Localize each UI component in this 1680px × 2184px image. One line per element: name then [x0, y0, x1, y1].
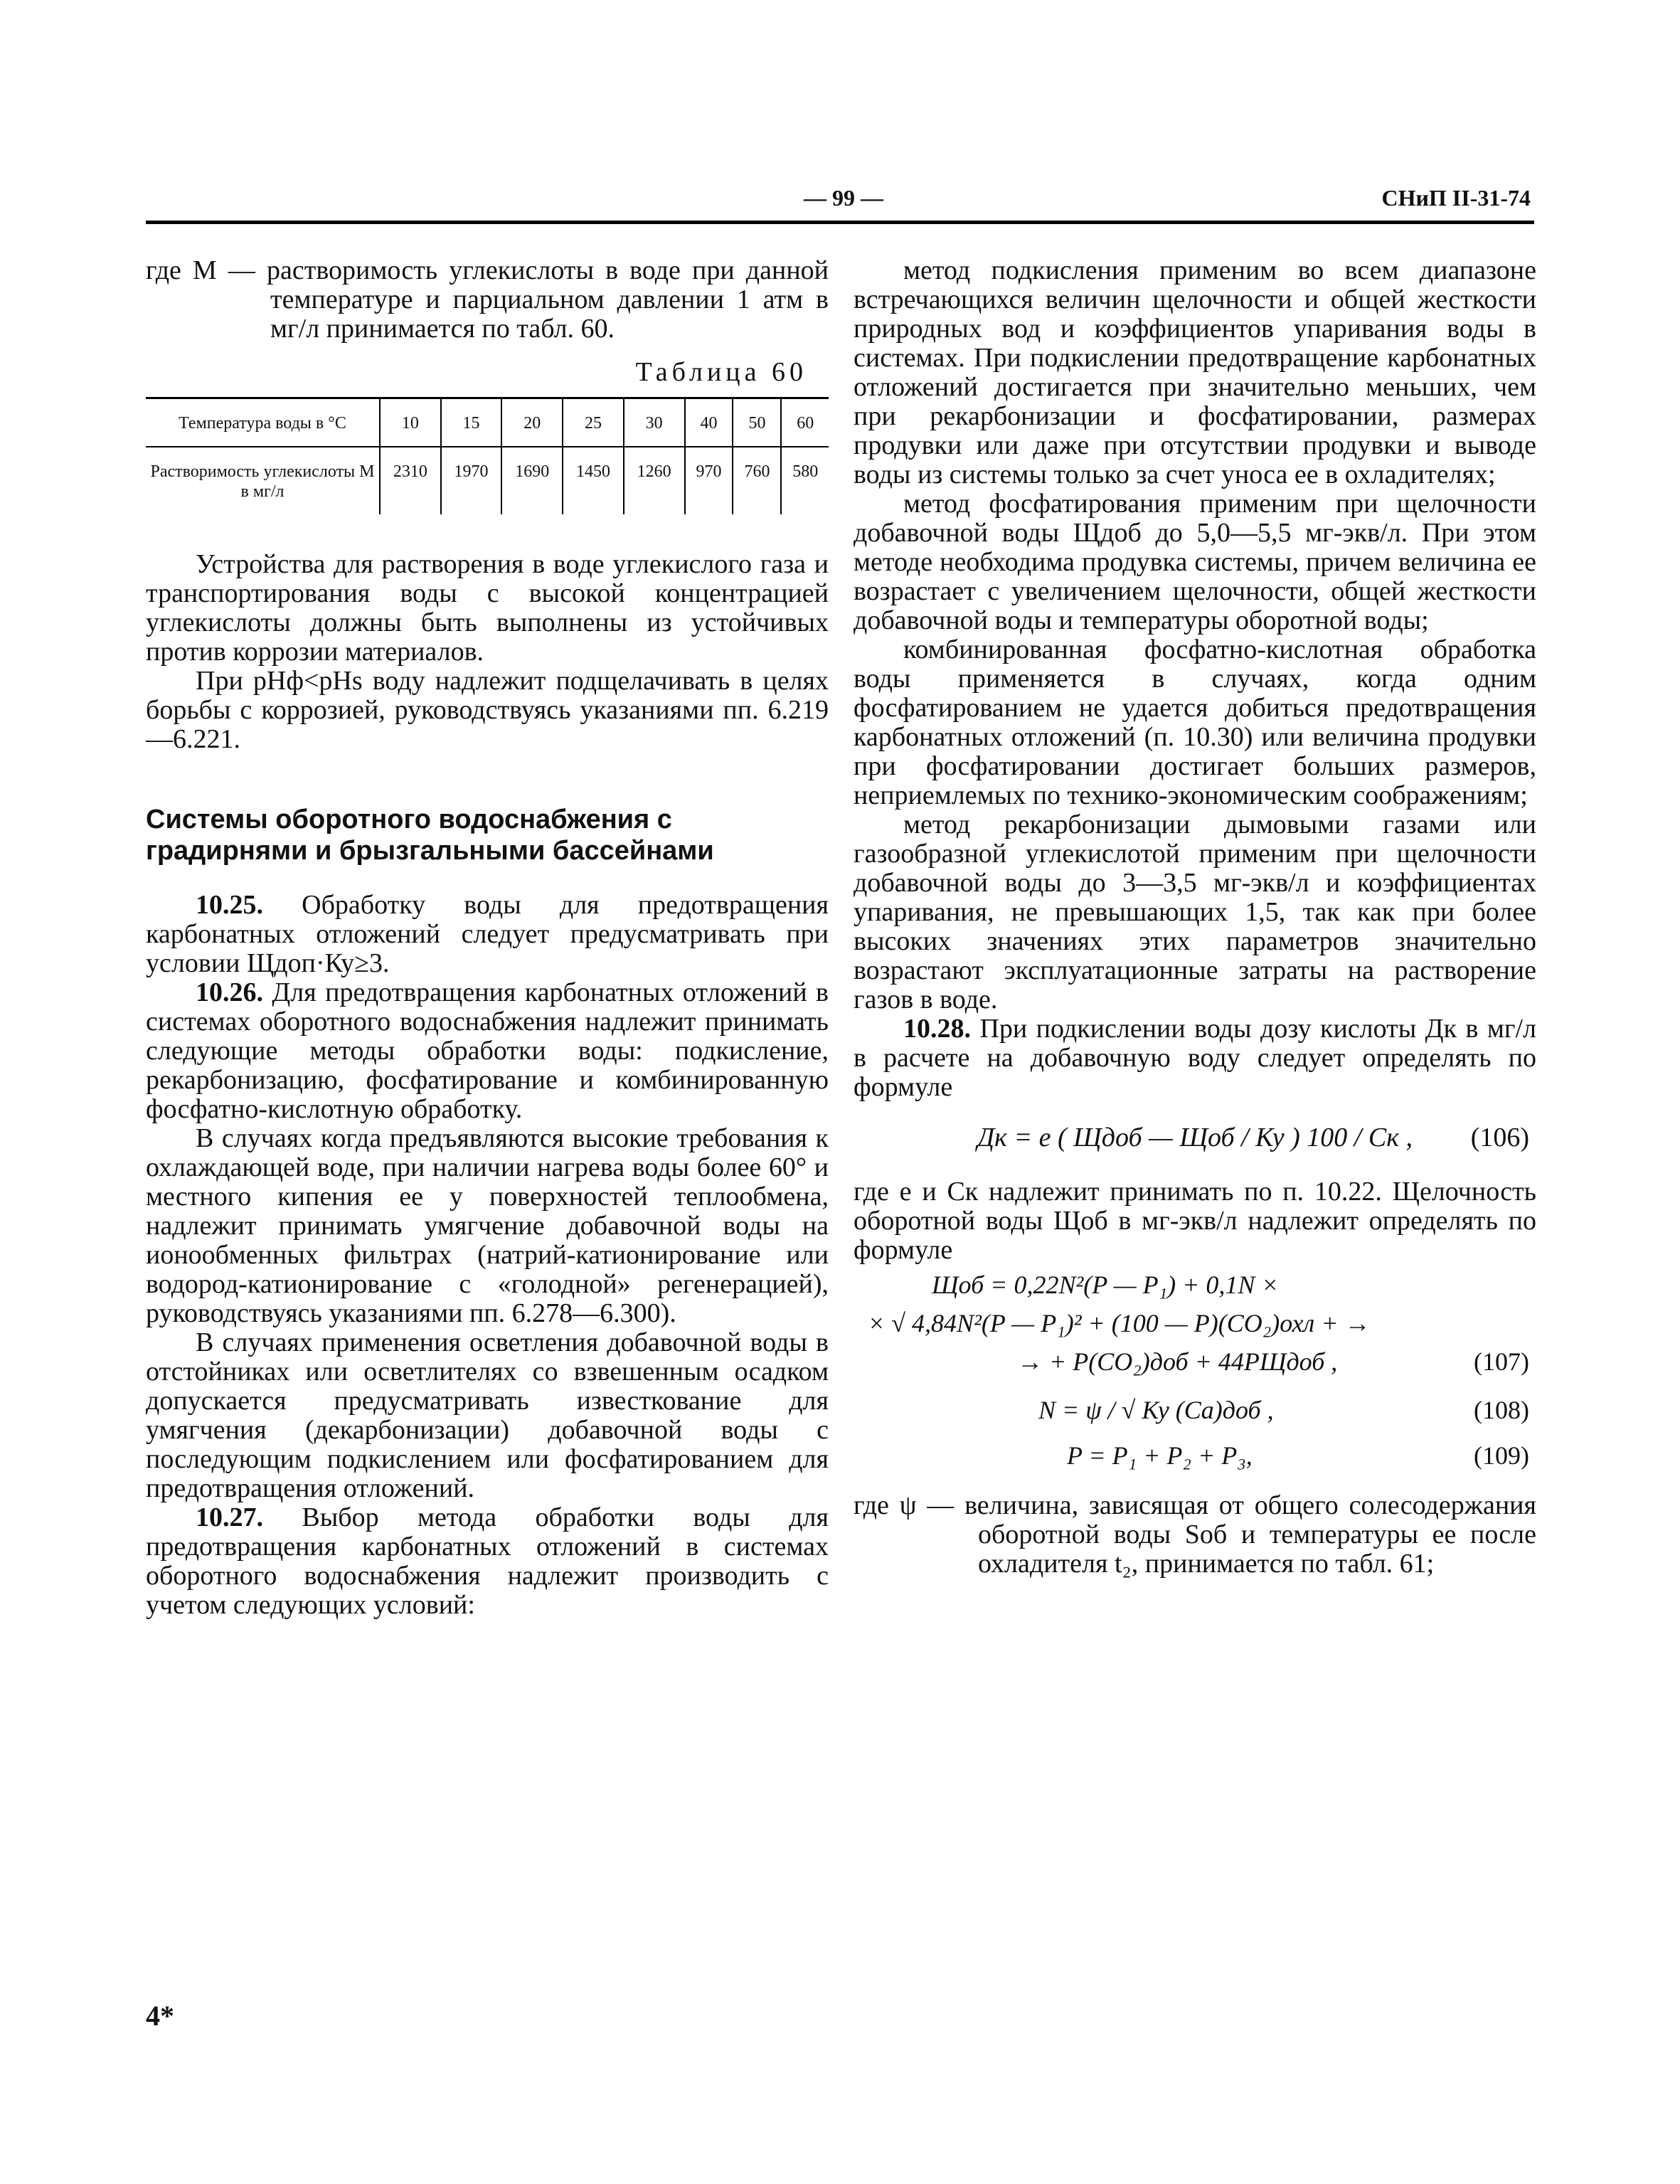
right-column: [854, 256, 1536, 1579]
clause-text: Для предотвращения карбонатных отложений в системах оборотного водоснабжения надлежит принимать следующие методы обработки воды: подкисление, рекарбонизацию, фосфатирование и комбинированную фосфатно-кислотную обработку.: [146, 977, 829, 1124]
formula-109: [854, 1441, 1536, 1474]
formula-106: [854, 1112, 1536, 1167]
formula-expression: Дк = e ( Щдоб — Щоб / Ку ) 100 / Ск ,: [977, 1123, 1413, 1152]
table-cell: 580: [781, 447, 829, 514]
paragraph-acid-method: метод подкисления применим во всем диапазоне встречающихся величин щелочности и общей жесткости природных вод и коэффициентов упаривания воды в системах. При подкислении предотвращение карбонатных отложений достигается при значительно меньших, чем при рекарбонизации и фосфатировании, размерах продувки или даже при отсутствии продувки и выводе воды из системы только за счет уноса ее в охладителях;: [854, 255, 1536, 489]
paragraph-cases-softening: В случаях когда предъявляются высокие требования к охлаждающей воде, при наличии нагрева воды более 60° и местного кипения ее у поверхностей теплообмена, надлежит принимать умягчение добавочной воды на ионообменных фильтрах (натрий-катионирование или водород-катионирование с «голодной» регенерацией), руководствуясь указаниями пп. 6.278—6.300).: [146, 1123, 829, 1328]
paragraph-10-28: [854, 1014, 1536, 1102]
table-header-solubility: Растворимость углекислоты М в мг/л: [146, 447, 380, 514]
paragraph-cases-clarification: В случаях применения осветления добавочной воды в отстойниках или осветлителях со взвешенным осадком допускается предусматривать известкование для умягчения (декарбонизации) добавочной воды с последующим подкислением или фосфатированием для предотвращения отложений.: [146, 1327, 829, 1503]
clause-number: 10.27.: [196, 1502, 263, 1532]
footer-mark: 4*: [146, 2000, 174, 2032]
table-cell: 30: [624, 398, 685, 447]
table-cell: 1970: [441, 447, 502, 514]
paragraph-combined-method: комбинированная фосфатно-кислотная обработка воды применяется в случаях, когда одним фосфатированием не удается добиться предотвращения карбонатных отложений (п. 10.30) или величина продувки при фосфатировании достигает больших размеров, неприемлемых по технико-экономическим соображениям;: [854, 635, 1536, 810]
formula-107-line-1: [854, 1271, 1536, 1303]
table-cell: 25: [563, 398, 624, 447]
formula-number: (106): [1470, 1123, 1529, 1152]
table-row-temperature: [146, 398, 829, 447]
formula-number: (108): [1474, 1396, 1529, 1424]
paragraph-recarbonization-method: метод рекарбонизации дымовыми газами или газообразной углекислотой применим при щелочности добавочной воды до 3—3,5 мг-экв/л и коэффициентах упаривания, не превышающих 1,5, так как при более высоких значениях этих параметров значительно возрастают эксплуатационные затраты на растворение газов в воде.: [854, 810, 1536, 1014]
formula-107-line-2: [854, 1309, 1536, 1342]
paragraph-10-26: [146, 978, 829, 1124]
clause-number: 10.25.: [196, 890, 263, 920]
formula-expression: N = ψ / √ Ку (Ca)доб ,: [1038, 1396, 1274, 1424]
table-cell: 1450: [563, 447, 624, 514]
table-cell: 20: [501, 398, 563, 447]
clause-text: Выбор метода обработки воды для предотвращения карбонатных отложений в системах оборотного водоснабжения надлежит производить с учетом следующих условий:: [146, 1502, 829, 1620]
paragraph-devices: Устройства для растворения в воде углекислого газа и транспортирования воды с высокой концентрацией углекислоты должны быть выполнены из устойчивых против коррозии материалов.: [146, 549, 829, 667]
paragraph-ph: При pHф<pHs воду надлежит подщелачивать в целях борьбы с коррозией, руководствуясь указаниями пп. 6.219—6.221.: [146, 666, 829, 754]
where-m-definition: где М — растворимость углекислоты в воде при данной температуре и парциальном давлении 1 атм в мг/л принимается по табл. 60.: [146, 255, 829, 344]
paragraph-10-27: [146, 1503, 829, 1620]
table-cell: 970: [685, 447, 733, 514]
paragraph-where-e: где e и Ск надлежит принимать по п. 10.22. Щелочность оборотной воды Щоб в мг-экв/л надлежит определять по формуле: [854, 1177, 1536, 1265]
table-cell: 50: [733, 398, 781, 447]
header-rule: [146, 221, 1534, 224]
table-cell: 1690: [501, 447, 563, 514]
table-cell: 2310: [380, 447, 441, 514]
formula-number: (109): [1474, 1441, 1529, 1470]
page-number: — 99 —: [804, 185, 883, 211]
section-title: Системы оборотного водоснабжения с градирнями и брызгальными бассейнами: [146, 805, 714, 866]
table-cell: 40: [685, 398, 733, 447]
document-code: СНиП II-31-74: [1381, 185, 1531, 211]
table-cell: 10: [380, 398, 441, 447]
clause-text: При подкислении воды дозу кислоты Дк в мг/л в расчете на добавочную воду следует определять по формуле: [854, 1014, 1537, 1102]
paragraph-phosphate-method: метод фосфатирования применим при щелочности добавочной воды Щдоб до 5,0—5,5 мг-экв/л. При этом методе необходима продувка системы, причем величина ее возрастает с увеличением щелочности, общей жесткости добавочной воды и температуры оборотной воды;: [854, 489, 1536, 635]
paragraph-where-psi: где ψ — величина, зависящая от общего солесодержания оборотной воды Sоб и температуры ее после охладителя t₂, принимается по табл. 61;: [854, 1490, 1536, 1579]
table-cell: 60: [781, 398, 829, 447]
clause-number: 10.26.: [196, 977, 263, 1007]
formula-expression: P = P₁ + P₂ + P₃,: [1067, 1441, 1253, 1470]
clause-number: 10.28.: [903, 1014, 971, 1044]
paragraph-10-25: [146, 891, 829, 978]
left-column: [146, 256, 829, 1620]
formula-expression: → + P(CO₂)доб + 44PЩдоб ,: [1017, 1347, 1338, 1376]
table-60-caption: Таблица 60: [635, 357, 807, 387]
clause-text: Обработку воды для предотвращения карбонатных отложений следует предусматривать при условии Щдоп·Ку≥3.: [146, 890, 829, 978]
table-cell: 1260: [624, 447, 685, 514]
table-60: [146, 397, 829, 514]
table-row-solubility: [146, 447, 829, 514]
table-header-temperature: Температура воды в °С: [146, 398, 380, 447]
table-cell: 760: [733, 447, 781, 514]
formula-number: (107): [1474, 1347, 1529, 1376]
formula-expression: Щоб = 0,22N²(P — P₁) + 0,1N ×: [932, 1271, 1279, 1299]
formula-107-line-3: [854, 1347, 1536, 1380]
table-cell: 15: [441, 398, 502, 447]
formula-108: [854, 1386, 1536, 1436]
formula-expression: × √ 4,84N²(P — P₁)² + (100 — P)(CO₂)охл + →: [868, 1309, 1371, 1337]
